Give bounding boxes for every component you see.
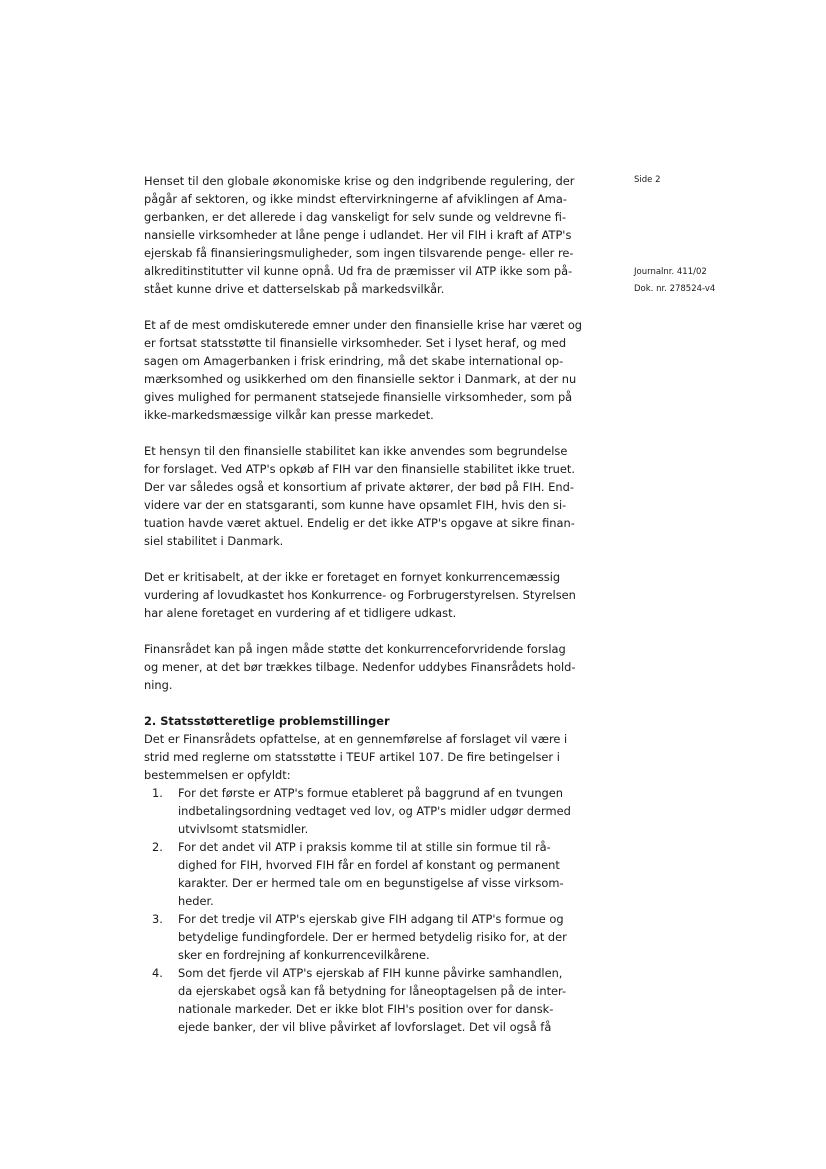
section-intro (144, 730, 602, 784)
text-line: pågår af sektoren, og ikke mindst eftervirkningerne af afviklingen af Ama- (144, 192, 567, 206)
list-item (144, 964, 602, 1036)
journal-number: Journalnr. 411/02 (634, 267, 707, 277)
text-line: videre var der en statsgaranti, som kunne have opsamlet FIH, hvis den si- (144, 498, 567, 512)
text-line: vurdering af lovudkastet hos Konkurrence- og Forbrugerstyrelsen. Styrelsen (144, 588, 576, 602)
text-line: indbetalingsordning vedtaget ved lov, og ATP's midler udgør dermed (178, 804, 571, 818)
text-line: Der var således også et konsortium af private aktører, der bød på FIH. End- (144, 480, 574, 494)
text-line: gives mulighed for permanent statsejede finansielle virksomheder, som på (144, 390, 573, 404)
text-line: For det første er ATP's formue etableret på baggrund af en tvungen (178, 786, 563, 800)
text-line: sagen om Amagerbanken i frisk erindring, må det skabe international op- (144, 354, 564, 368)
text-line: har alene foretaget en vurdering af et tidligere udkast. (144, 606, 457, 620)
text-line: og mener, at det bør trækkes tilbage. Nedenfor uddybes Finansrådets hold- (144, 660, 576, 674)
text-line: dighed for FIH, hvorved FIH får en fordel af konstant og permanent (178, 858, 560, 872)
list-item (144, 784, 602, 838)
document-number: Dok. nr. 278524-v4 (634, 284, 716, 294)
paragraph-5 (144, 640, 602, 694)
text-line: For det andet vil ATP i praksis komme til at stille sin formue til rå- (178, 840, 551, 854)
text-line: betydelige fundingfordele. Der er hermed betydelig risiko for, at der (178, 930, 567, 944)
text-line: Et hensyn til den finansielle stabilitet kan ikke anvendes som begrundelse (144, 444, 568, 458)
paragraph-1 (144, 172, 602, 298)
conditions-list (144, 784, 602, 1036)
text-line: Det er kritisabelt, at der ikke er foretaget en fornyet konkurrencemæssig (144, 570, 561, 584)
text-line: alkreditinstitutter vil kunne opnå. Ud fra de præmisser vil ATP ikke som på- (144, 264, 573, 278)
text-line: utvivlsomt statsmidler. (178, 822, 309, 836)
text-line: ejede banker, der vil blive påvirket af lovforslaget. Det vil også få (178, 1020, 552, 1034)
list-number: 1. (152, 786, 163, 800)
list-item (144, 910, 602, 964)
paragraph-3 (144, 442, 602, 550)
text-line: ikke-markedsmæssige vilkår kan presse markedet. (144, 408, 434, 422)
section-heading: 2. Statsstøtteretlige problemstillinger (144, 714, 390, 728)
text-line: nationale markeder. Det er ikke blot FIH's position over for dansk- (178, 1002, 554, 1016)
text-line: strid med reglerne om statsstøtte i TEUF artikel 107. De fire betingelser i (144, 750, 560, 764)
text-line: mærksomhed og usikkerhed om den finansielle sektor i Danmark, at der nu (144, 372, 577, 386)
text-line: for forslaget. Ved ATP's opkøb af FIH var den finansielle stabilitet ikke truet. (144, 462, 575, 476)
document-body (144, 172, 602, 1036)
text-line: gerbanken, er det allerede i dag vanskeligt for selv sunde og veldrevne fi- (144, 210, 567, 224)
paragraph-4 (144, 568, 602, 622)
text-line: er fortsat statsstøtte til finansielle virksomheder. Set i lyset heraf, og med (144, 336, 567, 350)
text-line: sker en fordrejning af konkurrencevilkårene. (178, 948, 430, 962)
text-line: nansielle virksomheder at låne penge i udlandet. Her vil FIH i kraft af ATP's (144, 228, 572, 242)
text-line: Det er Finansrådets opfattelse, at en gennemførelse af forslaget vil være i (144, 732, 568, 746)
list-item (144, 838, 602, 910)
list-number: 3. (152, 912, 163, 926)
text-line: tuation havde været aktuel. Endelig er det ikke ATP's opgave at sikre finan- (144, 516, 575, 530)
text-line: bestemmelsen er opfyldt: (144, 768, 291, 782)
text-line: Henset til den globale økonomiske krise og den indgribende regulering, der (144, 174, 575, 188)
text-line: karakter. Der er hermed tale om en begunstigelse af visse virksom- (178, 876, 564, 890)
text-line: Som det fjerde vil ATP's ejerskab af FIH kunne påvirke samhandlen, (178, 966, 563, 980)
text-line: da ejerskabet også kan få betydning for låneoptagelsen på de inter- (178, 984, 567, 998)
paragraph-2 (144, 316, 602, 424)
text-line: siel stabilitet i Danmark. (144, 534, 284, 548)
text-line: Finansrådet kan på ingen måde støtte det konkurrenceforvridende forslag (144, 642, 566, 656)
text-line: ejerskab få finansieringsmuligheder, som ingen tilsvarende penge- eller re- (144, 246, 574, 260)
page-number: Side 2 (634, 175, 661, 185)
list-number: 2. (152, 840, 163, 854)
list-number: 4. (152, 966, 163, 980)
text-line: ning. (144, 678, 173, 692)
text-line: stået kunne drive et datterselskab på markedsvilkår. (144, 282, 445, 296)
text-line: heder. (178, 894, 214, 908)
text-line: For det tredje vil ATP's ejerskab give FIH adgang til ATP's formue og (178, 912, 564, 926)
document-meta (634, 264, 715, 298)
text-line: Et af de mest omdiskuterede emner under den finansielle krise har været og (144, 318, 583, 332)
